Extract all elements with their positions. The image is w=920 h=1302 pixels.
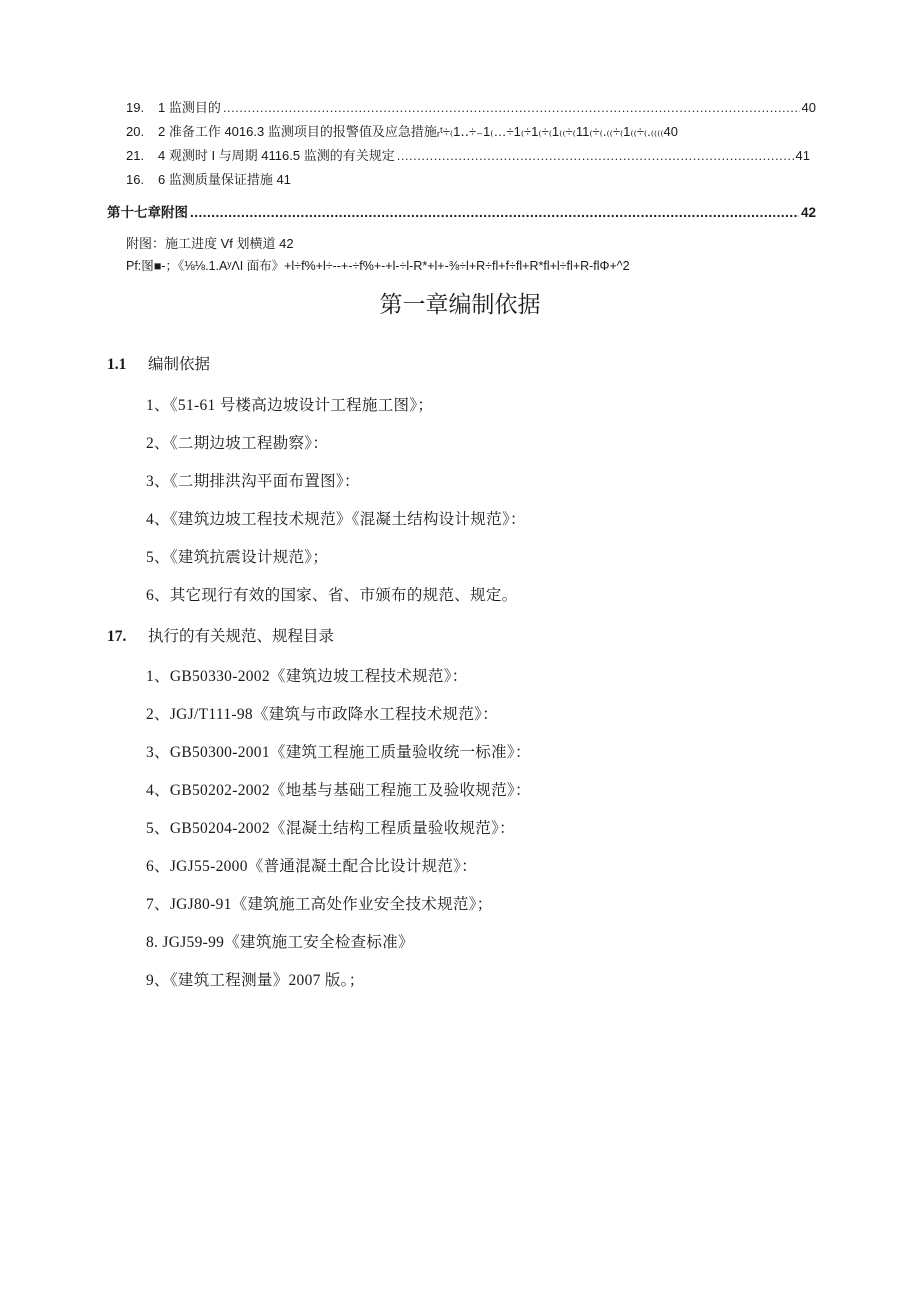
- toc-leader-dots: [397, 148, 794, 163]
- toc-entry-page: 40: [801, 100, 816, 115]
- toc-appendix-line-garbled: Pf:图■-；《⅛⅛.1.AʸΛI 面布》+l÷f%+l÷--+-÷f%+-+l-÷l-R*+l+-⅜÷l+R÷fl+f÷fl+R*fl+l÷fl+R-flΦ+^2: [126, 259, 630, 273]
- toc-entry-number: 19.: [126, 100, 145, 115]
- list-item: 6、JGJ55-2000《普通混凝土配合比设计规范》：: [146, 858, 478, 875]
- section-number: 17.: [107, 628, 127, 645]
- toc-entry-number: 16.: [126, 172, 145, 187]
- section-heading: [107, 352, 210, 374]
- section-number: 1.1: [107, 356, 127, 373]
- list-item: 6、其它现行有效的国家、省、市颁布的规范、规定。: [146, 587, 518, 604]
- toc-leader-dots: [223, 100, 800, 115]
- section-title: 执行的有关规范、规程目录: [148, 628, 335, 645]
- chapter-heading: 第一章编制依据: [379, 292, 541, 317]
- toc-chapter-title: 第十七章附图: [107, 205, 188, 220]
- list-item: 3、GB50300-2001《建筑工程施工质量验收统一标准》：: [146, 744, 531, 761]
- toc-entry-title: 6 监测质量保证措施 41: [158, 172, 291, 187]
- list-item: 2、JGJ/T111-98《建筑与市政降水工程技术规范》：: [146, 706, 498, 723]
- list-item: 2、《二期边坡工程勘察》：: [146, 435, 329, 452]
- toc-entry[interactable]: [126, 169, 291, 188]
- list-item: 4、GB50202-2002《地基与基础工程施工及验收规范》：: [146, 782, 531, 799]
- toc-chapter-entry[interactable]: [107, 201, 816, 221]
- list-item: 3、《二期排洪沟平面布置图》：: [146, 473, 360, 490]
- section-title: 编制依据: [148, 356, 211, 373]
- list-item: 5、GB50204-2002《混凝土结构工程质量验收规范》：: [146, 820, 515, 837]
- toc-appendix-line: 附图：施工进度 Vf 划横道 42: [126, 236, 294, 251]
- toc-entry[interactable]: [126, 97, 816, 116]
- toc-chapter-page: 42: [800, 205, 816, 220]
- toc-entry-number: 20.: [126, 124, 145, 139]
- list-item: 1、《51-61 号楼高边坡设计工程施工图》；: [146, 397, 434, 414]
- list-item: 7、JGJ80-91《建筑施工高处作业安全技术规范》；: [146, 896, 493, 913]
- list-item: 9、《建筑工程测量》2007 版。；: [146, 972, 365, 989]
- toc-entry[interactable]: [126, 145, 810, 164]
- section-heading: [107, 624, 334, 646]
- toc-entry[interactable]: [126, 121, 678, 140]
- list-item: 1、GB50330-2002《建筑边坡工程技术规范》：: [146, 668, 468, 685]
- toc-entry-title: 1 监测目的: [158, 100, 221, 115]
- list-item: 5、《建筑抗震设计规范》；: [146, 549, 329, 566]
- list-item: 4、《建筑边坡工程技术规范》《混凝土结构设计规范》：: [146, 511, 526, 528]
- toc-entry-number: 21.: [126, 148, 145, 163]
- toc-entry-title: 4 观测时 I 与周期 4116.5 监测的有关规定: [158, 148, 395, 163]
- toc-entry-page: 41: [795, 148, 810, 163]
- toc-leader-dots: [190, 205, 799, 220]
- list-item: 8. JGJ59-99《建筑施工安全检查标准》: [146, 934, 414, 951]
- toc-entry-title: 2 准备工作 4016.3 监测项目的报警值及应急措施ᵣᵗ÷₍1‥÷₋1₍…÷1₍÷1₍÷₍1₍₍÷₍11₍÷₍.₍₍÷₍1₍₍÷₍.₍₍₍₍40: [158, 124, 678, 139]
